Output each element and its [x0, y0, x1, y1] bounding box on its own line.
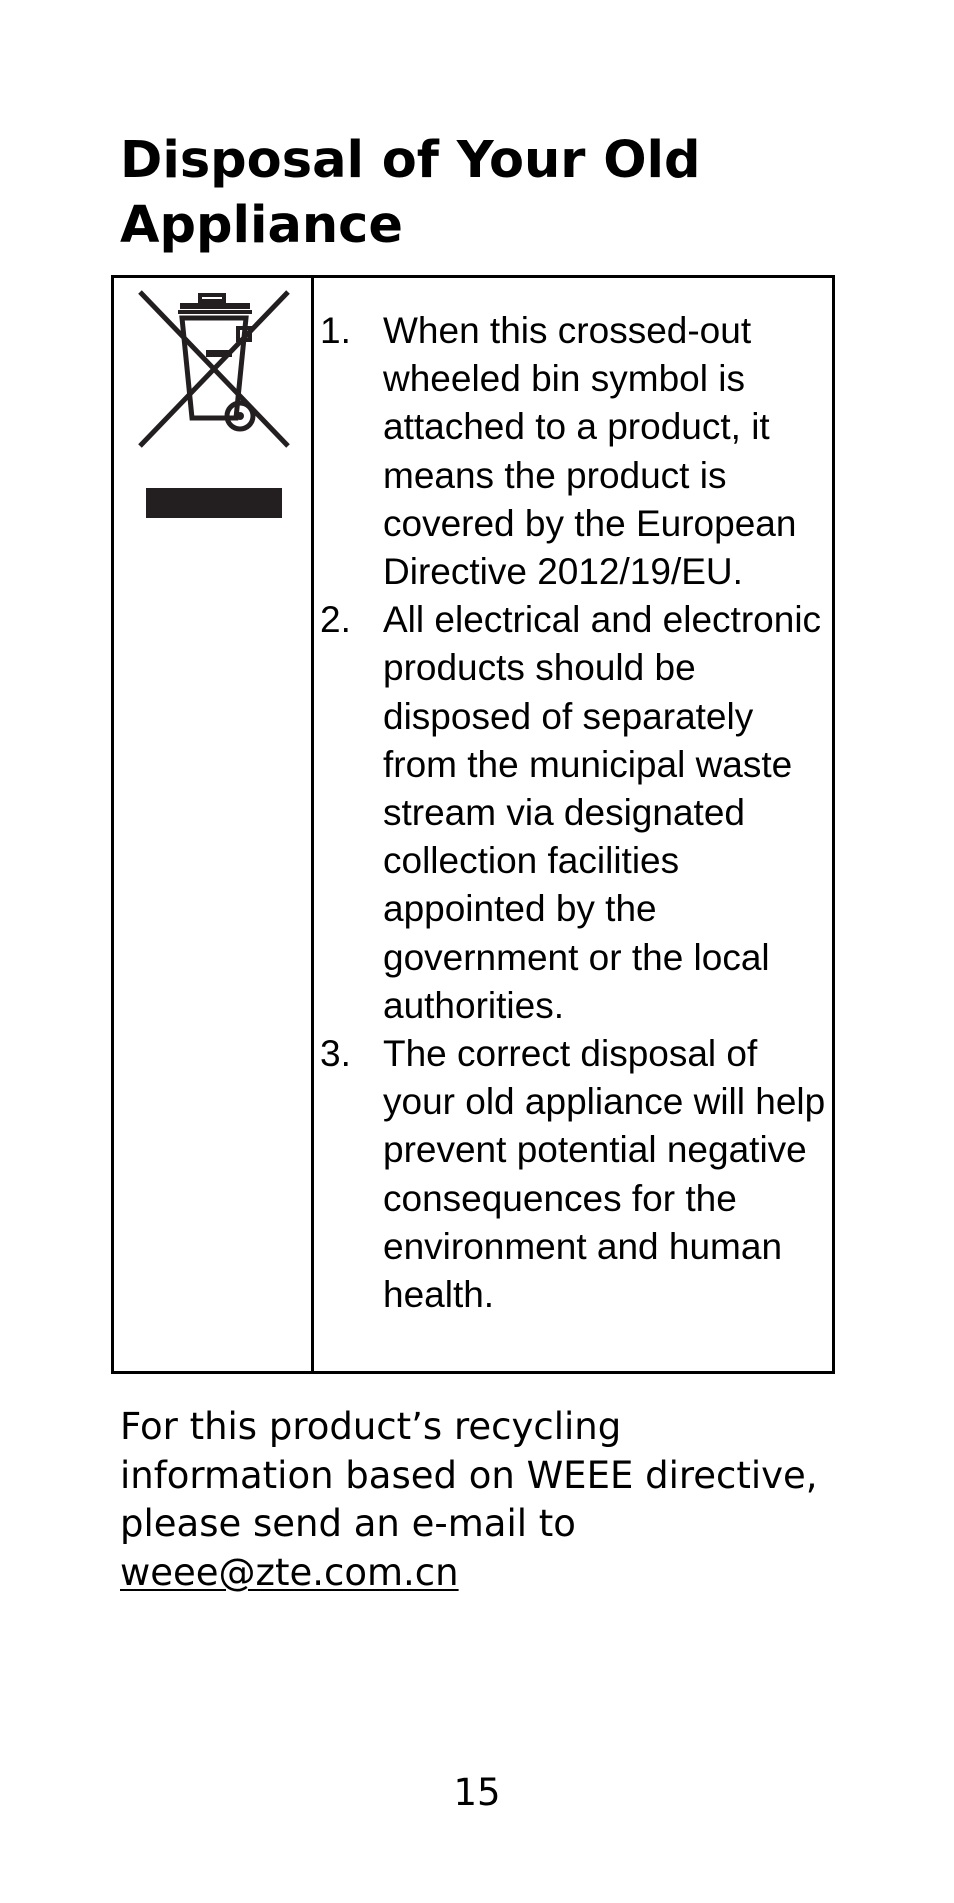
disposal-instructions-list: [320, 307, 830, 1319]
instructions-cell: [314, 278, 832, 1371]
list-item-text: The correct disposal of your old appliance will help prevent potential negative consequences for the environment and human health.: [383, 1033, 826, 1316]
page-number: 15: [453, 1771, 501, 1814]
symbol-cell: [114, 278, 314, 1371]
email-link[interactable]: weee@zte.com.cn: [120, 1550, 459, 1594]
list-item: [320, 596, 830, 1030]
crossed-out-wheeled-bin-icon: [136, 288, 292, 518]
list-item: [320, 307, 830, 596]
list-item-number: 1.: [320, 310, 351, 351]
recycling-info-text: For this product’s recycling information based on WEEE directive, please send an e-mail to: [120, 1405, 818, 1545]
list-item-number: 2.: [320, 599, 351, 641]
weee-info-table: [111, 275, 835, 1374]
list-item-text: When this crossed-out wheeled bin symbol is attached to a product, it means the product is covered by the European Directive 2012/19/EU.: [383, 310, 797, 593]
page-title: Disposal of Your Old Appliance: [120, 131, 701, 255]
recycling-info-paragraph: [120, 1403, 840, 1597]
list-item-text: All electrical and electronic products should be disposed of separately from the municipal waste stream via designated collection facilities appointed by the government or the local authorities.: [383, 599, 822, 1026]
list-item-number: 3.: [320, 1033, 351, 1075]
list-item: [320, 1030, 830, 1319]
